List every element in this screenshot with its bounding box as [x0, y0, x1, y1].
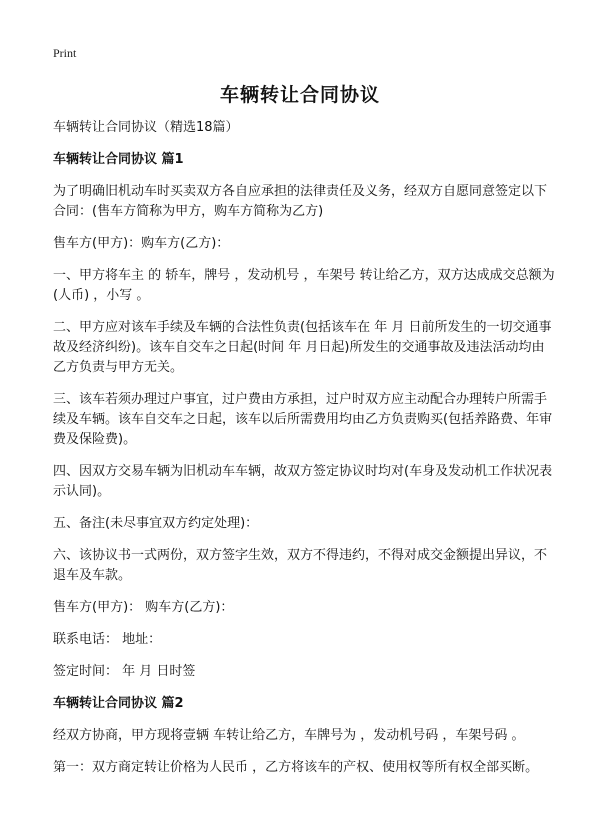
document-body	[53, 118, 555, 790]
paragraph: 签定时间： 年 月 日时签	[53, 664, 196, 679]
paragraph: 经双方协商，甲方现将壹辆 车转让给乙方，车牌号为 ，发动机号码 ，车架号码 。	[53, 728, 525, 743]
section-heading: 车辆转让合同协议 篇2	[53, 696, 184, 711]
paragraph: 三、该车若须办理过户事宜，过户费由方承担，过户时双方应主动配合办理转户所需手续及车辆。该车自交车之日起，该车以后所需费用均由乙方负责购买(包括养路费、年审费及保险费)。	[53, 392, 553, 447]
paragraph: 联系电话： 地址：	[53, 632, 162, 647]
paragraph: 售车方(甲方)： 购车方(乙方)：	[53, 600, 234, 615]
paragraph: 一、甲方将车主 的 轿车，牌号 ，发动机号 ，车架号 转让给乙方，双方达成成交总额为(人币) ，小写 。	[53, 268, 555, 303]
paragraph: 第一：双方商定转让价格为人民币 ，乙方将该车的产权、使用权等所有权全部买断。	[53, 760, 539, 775]
document-title: 车辆转让合同协议	[219, 84, 380, 106]
document-subtitle: 车辆转让合同协议（精选18篇）	[53, 120, 239, 135]
paragraph: 售车方(甲方)：购车方(乙方)：	[53, 236, 230, 251]
section-1	[53, 150, 555, 682]
paragraph: 为了明确旧机动车时买卖双方各自应承担的法律责任及义务，经双方自愿同意签定以下合同：(售车方简称为甲方，购车方简称为乙方)	[53, 184, 548, 219]
paragraph: 二、甲方应对该车手续及车辆的合法性负责(包括该车在 年 月 日前所发生的一切交通事故及经济纠纷)。该车自交车之日起(时间 年 月日起)所发生的交通事故及违法活动均由乙方负责与甲方无关。	[53, 320, 552, 375]
paragraph: 六、该协议书一式两份，双方签字生效，双方不得违约，不得对成交金额提出异议，不退车及车款。	[53, 548, 548, 583]
section-heading: 车辆转让合同协议 篇1	[53, 152, 184, 167]
paragraph: 五、备注(未尽事宜双方约定处理)：	[53, 516, 259, 531]
section-2	[53, 694, 555, 778]
print-link[interactable]: Print	[53, 46, 77, 60]
paragraph: 四、因双方交易车辆为旧机动车车辆，故双方签定协议时均对(车身及发动机工作状况表示认同)。	[53, 464, 553, 499]
